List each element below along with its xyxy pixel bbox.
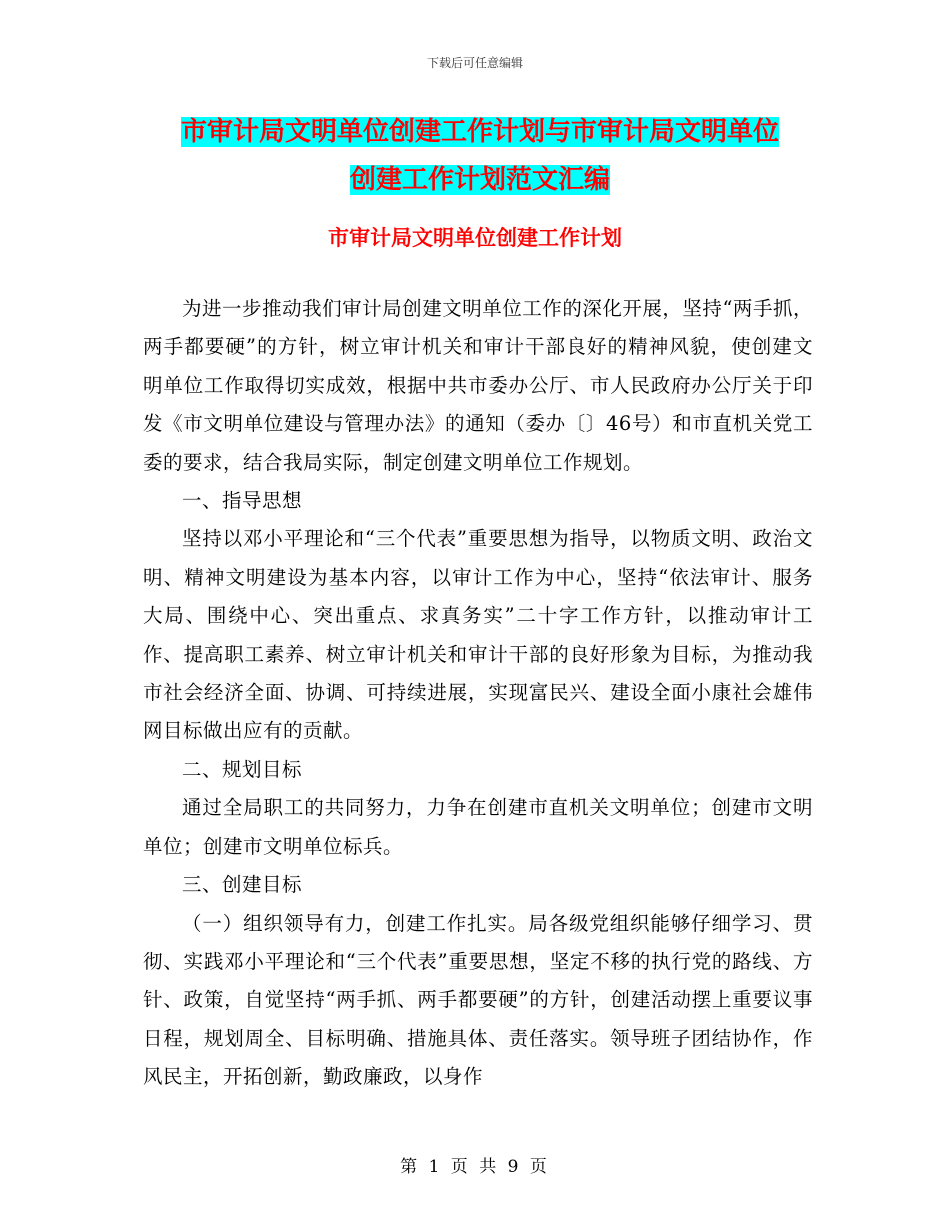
creation-goals-paragraph: （一）组织领导有力，创建工作扎实。局各级党组织能够仔细学习、贯彻、实践邓小平理论和“三个代表”重要思想，坚定不移的执行党的路线、方针、政策，自觉坚持“两手抓、两手都要硬”的方针，创建活动摆上重要议事日程，规划周全、目标明确、措施具体、责任落实。领导班子团结协作，作风民主，开拓创新，勤政廉政，以身作 [143,911,813,1089]
document-title [150,108,810,204]
intro-paragraph: 为进一步推动我们审计局创建文明单位工作的深化开展，坚持“两手抓，两手都要硬”的方针，树立审计机关和审计干部良好的精神风貌，使创建文明单位工作取得切实成效，根据中共市委办公厅、市人民政府办公厅关于印发《市文明单位建设与管理办法》的通知（委办〔〕46号）和市直机关党工委的要求，结合我局实际，制定创建文明单位工作规划。 [143,297,813,474]
section-title: 市审计局文明单位创建工作计划 [328,226,622,250]
heading-creation-goals: 三、创建目标 [182,873,303,897]
page-footer: 第 1 页 共 9 页 [400,1157,550,1177]
document-body [143,290,813,1097]
document-title-line-1: 市审计局文明单位创建工作计划与市审计局文明单位 [180,117,779,147]
heading-guiding-thought: 一、指导思想 [182,489,303,513]
guiding-thought-paragraph: 坚持以邓小平理论和“三个代表”重要思想为指导，以物质文明、政治文明、精神文明建设为基本内容，以审计工作为中心，坚持“依法审计、服务大局、围绕中心、突出重点、求真务实”二十字工作方针，以推动审计工作、提高职工素养、树立审计机关和审计干部的良好形象为目标，为推动我市社会经济全面、协调、可持续进展，实现富民兴、建设全面小康社会雄伟网目标做出应有的贡献。 [143,527,813,743]
document-title-line-2: 创建工作计划范文汇编 [349,165,610,195]
header-note: 下载后可任意编辑 [426,56,523,70]
heading-plan-goals: 二、规划目标 [182,757,303,781]
plan-goals-paragraph: 通过全局职工的共同努力，力争在创建市直机关文明单位；创建市文明单位；创建市文明单位标兵。 [143,796,813,858]
